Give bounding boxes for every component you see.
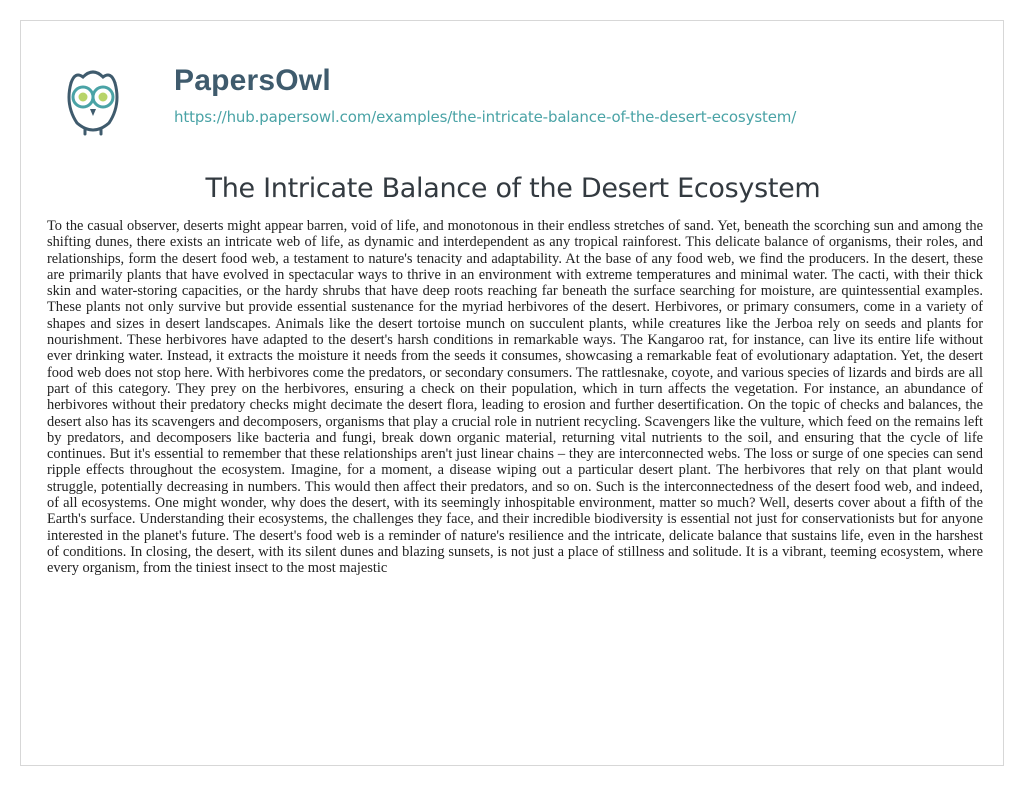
owl-logo-icon (63, 61, 123, 141)
source-url-link[interactable]: https://hub.papersowl.com/examples/the-intricate-balance-of-the-desert-ecosystem/ (174, 108, 797, 126)
header (43, 51, 983, 151)
brand-name: PapersOwl (174, 64, 331, 97)
document-page (20, 20, 1004, 766)
document-body: To the casual observer, deserts might appear barren, void of life, and monotonous in their endless stretches of sand. Yet, beneath the scorching sun and among the shifting dunes, there exists an intricate web of life, as dynamic and interdependent as any tropical rainforest. This delicate balance of organisms, their roles, and relationships, form the desert food web, a testament to nature's tenacity and adaptability. At the base of any food web, we find the producers. In the desert, these are primarily plants that have evolved in spectacular ways to thrive in an environment with extreme temperatures and minimal water. The cacti, with their thick skin and water-storing capacities, or the hardy shrubs that have deep roots reaching far beneath the surface searching for moisture, are quintessential examples. These plants not only survive but provide essential sustenance for the myriad herbivores of the desert. Herbivores, or primary consumers, come in a variety of shapes and sizes in desert landscapes. Animals like the desert tortoise munch on succulent plants, while creatures like the Jerboa rely on seeds and plants for nourishment. These herbivores have adapted to the desert's harsh conditions in remarkable ways. The Kangaroo rat, for instance, can live its entire life without ever drinking water. Instead, it extracts the moisture it needs from the seeds it consumes, showcasing a remarkable feat of evolutionary adaptation. Yet, the desert food web does not stop here. With herbivores come the predators, or secondary consumers. The rattlesnake, coyote, and various species of lizards and birds are all part of this category. They prey on the herbivores, ensuring a check on their population, which in turn affects the vegetation. For instance, an abundance of herbivores without their predatory checks might decimate the desert flora, leading to erosion and further desertification. On the topic of checks and balances, the desert also has its scavengers and decomposers, organisms that play a crucial role in nutrient recycling. Scavengers like the vulture, which feed on the remains left by predators, and decomposers like bacteria and fungi, break down organic material, returning vital nutrients to the soil, and ensuring that the cycle of life continues. But it's essential to remember that these relationships aren't just linear chains – they are interconnected webs. The loss or surge of one species can send ripple effects throughout the ecosystem. Imagine, for a moment, a disease wiping out a particular desert plant. The herbivores that rely on that plant would struggle, potentially decreasing in numbers. This would then affect their predators, and so on. Such is the interconnectedness of the desert food web, and indeed, of all ecosystems. One might wonder, why does the desert, with its seemingly inhospitable environment, matter so much? Well, deserts cover about a fifth of the Earth's surface. Understanding their ecosystems, the challenges they face, and their incredible biodiversity is essential not just for conservationists but for anyone interested in the planet's future. The desert's food web is a reminder of nature's resilience and the intricate, delicate balance that sustains life, even in the harshest of conditions. In closing, the desert, with its silent dunes and blazing sunsets, is not just a place of stillness and solitude. It is a vibrant, teeming ecosystem, where every organism, from the tiniest insect to the most majestic (47, 218, 983, 577)
document-title: The Intricate Balance of the Desert Ecosystem (205, 173, 821, 204)
